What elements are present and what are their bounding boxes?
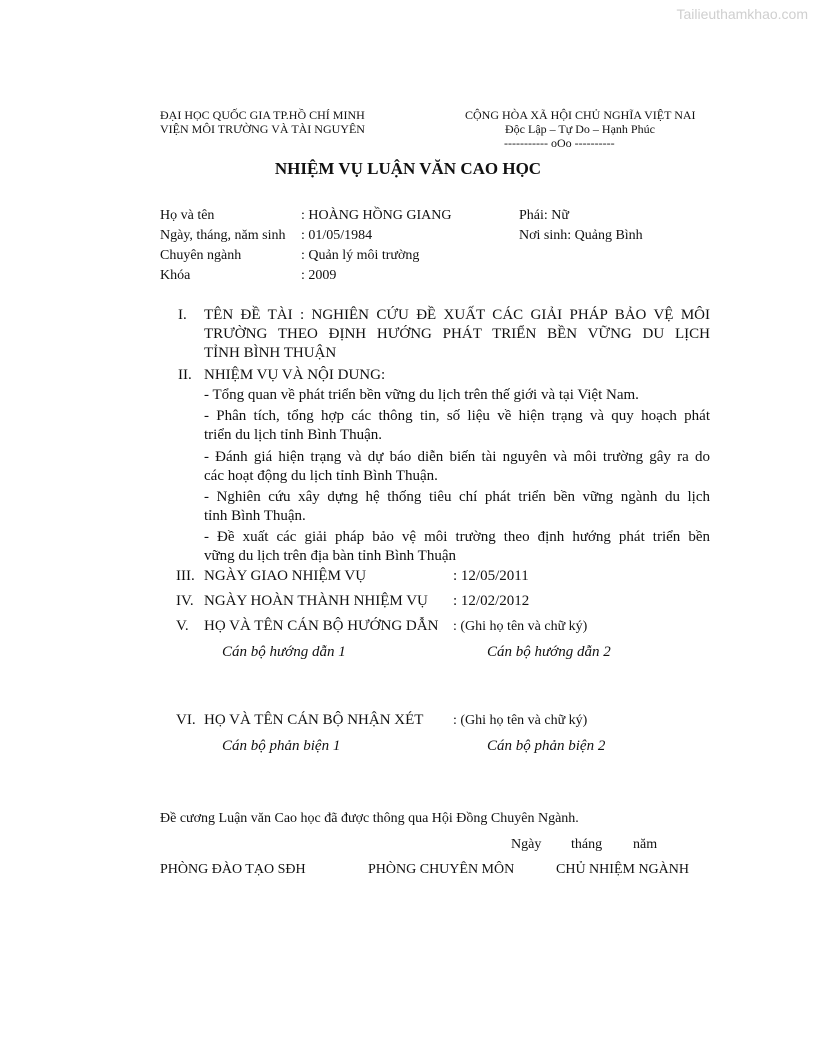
advisor-2-signature: Cán bộ hướng dẫn 2 [487, 644, 611, 660]
complete-date-value: : 12/02/2012 [453, 593, 530, 609]
task-item-3-line-2: các hoạt động du lịch tỉnh Bình Thuận. [204, 468, 438, 484]
task-item-4-line-2: tỉnh Bình Thuận. [204, 508, 306, 524]
thesis-title-line-3: TỈNH BÌNH THUẬN [204, 345, 337, 361]
name-value: : HOÀNG HỒNG GIANG [301, 208, 452, 223]
task-item-2-line-2: triển du lịch tỉnh Bình Thuận. [204, 427, 383, 443]
birthplace-field: Nơi sinh: Quảng Bình [519, 228, 643, 243]
section-1-number: I. [178, 307, 187, 323]
nation-line-1: CỘNG HÒA XÃ HỘI CHỦ NGHĨA VIỆT NAI [465, 108, 696, 122]
course-value: : 2009 [301, 268, 337, 283]
section-2-title: NHIỆM VỤ VÀ NỘI DUNG: [204, 367, 386, 383]
watermark-text: Tailieuthamkhao.com [676, 6, 808, 22]
nation-divider: ----------- oOo ---------- [504, 136, 615, 150]
page-title: NHIỆM VỤ LUẬN VĂN CAO HỌC [274, 159, 542, 178]
institution-line-1: ĐẠI HỌC QUỐC GIA TP.HỒ CHÍ MINH [160, 108, 365, 122]
course-label: Khóa [160, 268, 191, 283]
nation-motto: Độc Lập – Tự Do – Hạnh Phúc [505, 122, 655, 136]
date-year-label: năm [633, 837, 658, 852]
approval-statement: Đề cương Luận văn Cao học đã được thông qua Hội Đồng Chuyên Ngành. [160, 811, 579, 826]
section-2-number: II. [178, 367, 192, 383]
dept-head-of-major: CHỦ NHIỆM NGÀNH [556, 862, 689, 877]
dob-label: Ngày, tháng, năm sinh [160, 228, 286, 243]
task-item-4-line-1: - Nghiên cứu xây dựng hệ thống tiêu chí phát triển bền vững ngành du lịch [204, 489, 710, 505]
advisor-label: HỌ VÀ TÊN CÁN BỘ HƯỚNG DẪN [204, 618, 439, 634]
gender-field: Phái: Nữ [519, 208, 569, 223]
reviewer-2-signature: Cán bộ phản biện 2 [487, 738, 606, 754]
reviewer-note: : (Ghi họ tên và chữ ký) [453, 713, 588, 728]
task-item-2-line-1: - Phân tích, tổng hợp các thông tin, số liệu về hiện trạng và quy hoạch phát [204, 408, 710, 424]
thesis-title-line-2: TRƯỜNG THEO ĐỊNH HƯỚNG PHÁT TRIỂN BỀN VỮNG DU LỊCH [204, 326, 710, 342]
task-item-1: - Tổng quan về phát triển bền vững du lịch trên thế giới và tại Việt Nam. [204, 387, 639, 403]
major-value: : Quản lý môi trường [301, 248, 420, 263]
reviewer-1-signature: Cán bộ phản biện 1 [222, 738, 341, 754]
assign-date-value: : 12/05/2011 [453, 568, 529, 584]
reviewer-label: HỌ VÀ TÊN CÁN BỘ NHẬN XÉT [204, 712, 424, 728]
task-item-5-line-1: - Đề xuất các giải pháp bảo vệ môi trường theo định hướng phát triển bền [204, 529, 710, 545]
dept-specialized: PHÒNG CHUYÊN MÔN [368, 862, 515, 877]
task-item-5-line-2: vững du lịch trên địa bàn tỉnh Bình Thuận [204, 548, 456, 564]
date-month-label: tháng [571, 837, 603, 852]
advisor-1-signature: Cán bộ hướng dẫn 1 [222, 644, 346, 660]
assign-date-label: NGÀY GIAO NHIỆM VỤ [204, 568, 367, 584]
dob-value: : 01/05/1984 [301, 228, 373, 243]
major-label: Chuyên ngành [160, 248, 242, 263]
section-5-number: V. [176, 618, 189, 634]
section-3-number: III. [176, 568, 195, 584]
complete-date-label: NGÀY HOÀN THÀNH NHIỆM VỤ [204, 593, 428, 609]
section-6-number: VI. [176, 712, 196, 728]
task-item-3-line-1: - Đánh giá hiện trạng và dự báo diễn biến tài nguyên và môi trường gây ra do [204, 449, 710, 465]
thesis-title-line-1: TÊN ĐỀ TÀI : NGHIÊN CỨU ĐỀ XUẤT CÁC GIẢI PHÁP BẢO VỆ MÔI [204, 307, 710, 323]
institution-line-2: VIỆN MÔI TRƯỜNG VÀ TÀI NGUYÊN [160, 122, 365, 136]
date-day-label: Ngày [511, 837, 542, 852]
section-4-number: IV. [176, 593, 194, 609]
advisor-note: : (Ghi họ tên và chữ ký) [453, 619, 588, 634]
name-label: Họ và tên [160, 208, 215, 223]
dept-graduate-training: PHÒNG ĐÀO TẠO SĐH [160, 862, 306, 877]
